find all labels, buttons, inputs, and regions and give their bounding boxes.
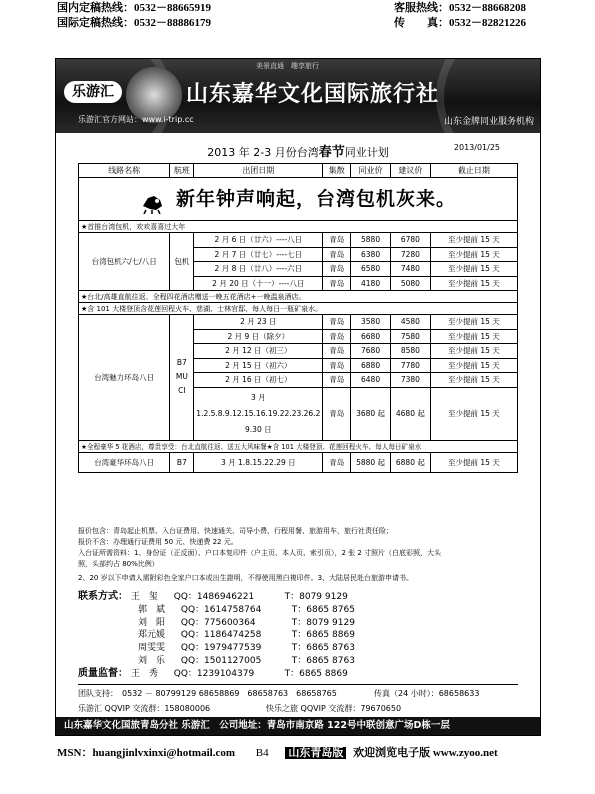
- slogan: 新年钟声响起，台湾包机灰来。: [175, 188, 456, 210]
- qq-group-1: 乐游汇 QQVIP 交流群：158080006: [78, 704, 211, 713]
- page-number: B4: [255, 747, 269, 759]
- route-table: [78, 163, 518, 473]
- table-row: 2 月 8 日（廿八）----六日 青岛 6580 7480 至少提前 15 天: [79, 262, 518, 277]
- section2-note-b: ★含 101 大楼登顶含花莲回程火车、慈湖、士林官邸、每人每日一瓶矿泉水。: [79, 303, 518, 315]
- fax-number: 传 真：0532－82821226: [394, 17, 526, 29]
- service-hotline: 客服热线：0532－88668208: [394, 2, 526, 14]
- banner-top-mark: 美景直通 趣享旅行: [256, 62, 319, 70]
- qq-group-2: 快乐之旅 QQVIP 交流群：79670650: [266, 704, 402, 713]
- brand-logo: 乐游汇: [64, 81, 122, 103]
- notes-line: 照，头部约占 80%比例）: [78, 560, 159, 568]
- table-row: 台湾包机六/七/八日 包机 2 月 6 日（廿六）----八日 青岛 5880 6780 至少提前 15 天: [79, 233, 518, 248]
- section2-note-a: ★台北/高雄直航往返、全程四花酒店赠送一晚五花酒店+一晚温泉酒店。: [79, 291, 518, 303]
- header-peer-price: 同业价: [351, 164, 391, 178]
- contact-row: 周雯雯 QQ：1979477539 T：6865 8763: [138, 643, 355, 654]
- address-bar: 山东嘉华文化国旅青岛分社 乐游汇 公司地址：青岛市南京路 122号中联创意广场D栋一层: [56, 717, 540, 735]
- table-row: 2 月 7 日（廿七）----七日 青岛 6380 7280 至少提前 15 天: [79, 247, 518, 262]
- table-row: 2 月 20 日（十一）----八日 青岛 4180 5080 至少提前 15 天: [79, 276, 518, 291]
- table-row: 台湾豪华环岛八日 B7 3 月 1.8.15.22.29 日 青岛 5880 起 6880 起 至少提前 15 天: [79, 452, 518, 472]
- route-name: 台湾豪华环岛八日: [79, 452, 170, 472]
- notes-line: 报价包含：青岛起止机票、入台证费用、快速通关、司导小费、行程用餐、旅游用车，旅行社责任险；: [78, 527, 393, 535]
- header-deadline: 截止日期: [430, 164, 517, 178]
- section3-note: ★全程豪华 5 花酒店，尊贵享受：台北直航往返、送五大风味餐★含 101 大楼登顶、花莲回程火车、每人每日矿泉水: [79, 440, 518, 452]
- contact-row: 郑元媛 QQ：1186474258 T：6865 8869: [138, 630, 355, 641]
- quality-label: 质量监督：: [78, 667, 128, 679]
- flight: B7 MU CI: [170, 315, 194, 441]
- international-hotline: 国际定稿热线：0532－88886179: [57, 17, 211, 29]
- flight: 包机: [170, 233, 194, 291]
- team-support: 团队支持： 0532 － 80799129 68658869 68658763 68658765: [78, 689, 337, 698]
- section1-note: ★首推台湾包机，欢欢喜喜过大年: [79, 221, 518, 233]
- header-route: 线路名称: [79, 164, 170, 178]
- website-text: 乐游汇官方网站：www.i-trip.cc: [78, 115, 194, 124]
- edition-label: 山东青岛版: [285, 747, 346, 759]
- route-name: 台湾魅力环岛八日: [79, 315, 170, 441]
- contact-list: [78, 591, 355, 681]
- notes-line: 入台证所需资料：1、身份证（正反面）、户口本复印件（户主页、本人页、索引页），2 张 2 寸照片（白底彩照，大头: [78, 549, 442, 557]
- contact-row: 刘 阳 QQ：775600364 T：8079 9129: [138, 617, 355, 628]
- banner: [56, 59, 540, 133]
- website-link[interactable]: 欢迎浏览电子版 www.zyoo.net: [353, 747, 498, 759]
- header-flight: 航班: [170, 164, 194, 178]
- page-footer: [57, 744, 537, 760]
- banner-tagline: 山东金牌同业服务机构: [443, 117, 534, 127]
- advertisement-frame: [55, 58, 541, 736]
- flight: B7: [170, 452, 194, 472]
- header-suggest-price: 建议价: [390, 164, 430, 178]
- contact-row: 刘 乐 QQ：1501127005 T：6865 8763: [138, 655, 355, 666]
- table-row: 2 月 12 日（初三） 青岛 7680 8580 至少提前 15 天: [79, 344, 518, 359]
- table-row: 2 月 15 日（初六） 青岛 6880 7780 至少提前 15 天: [79, 358, 518, 373]
- quality-row: 质量监督： 王 秀 QQ：1239104379 T：6865 8869: [78, 667, 348, 679]
- contact-row: 郭 斌 QQ：1614758764 T：6865 8765: [138, 604, 355, 615]
- company-name: 山东嘉华文化国际旅行社: [186, 81, 440, 107]
- plan-title: 2013 年 2-3 月份台湾春节同业计划: [207, 145, 389, 160]
- header-date: 出团日期: [194, 164, 323, 178]
- slogan-row: [79, 178, 518, 221]
- contacts-label: 联系方式：: [78, 591, 128, 602]
- lion-dance-icon: [140, 192, 166, 214]
- plan-date: 2013/01/25: [453, 143, 500, 152]
- table-row: 台湾魅力环岛八日 B7 MU CI 2 月 23 日 青岛 3580 4580 至少提前 15 天: [79, 315, 518, 330]
- table-row: 2 月 16 日（初七） 青岛 6480 7380 至少提前 15 天: [79, 373, 518, 388]
- table-row: 3 月 1.2.5.8.9.12.15.16.19.22.23.26.2 9.30 日 青岛 3680 起 4680 起 至少提前 15 天: [79, 387, 518, 440]
- contact-row: 联系方式： 王 玺 QQ：1486946221 T：8079 9129: [78, 591, 348, 602]
- header-city: 集散: [323, 164, 351, 178]
- msn-contact: MSN：huangjinlvxinxi@hotmail.com: [57, 747, 236, 759]
- table-row: 2 月 9 日（除夕） 青岛 6680 7580 至少提前 15 天: [79, 329, 518, 344]
- table-header-row: [79, 164, 518, 178]
- fax-24h: 传真（24 小时）：68658633: [374, 689, 480, 698]
- route-name: 台湾包机六/七/八日: [79, 233, 170, 291]
- notes-line: 2、20 岁以下申请人需附彩色全家户口本或出生證明，不得使用黑白複印件。3、大陆居民赴台旅游申请书。: [78, 574, 414, 582]
- notes-line: 报价不含：办理通行证费用 50 元、快递费 22 元。: [78, 538, 238, 546]
- domestic-hotline: 国内定稿热线：0532－88665919: [57, 2, 211, 14]
- divider: [78, 684, 518, 685]
